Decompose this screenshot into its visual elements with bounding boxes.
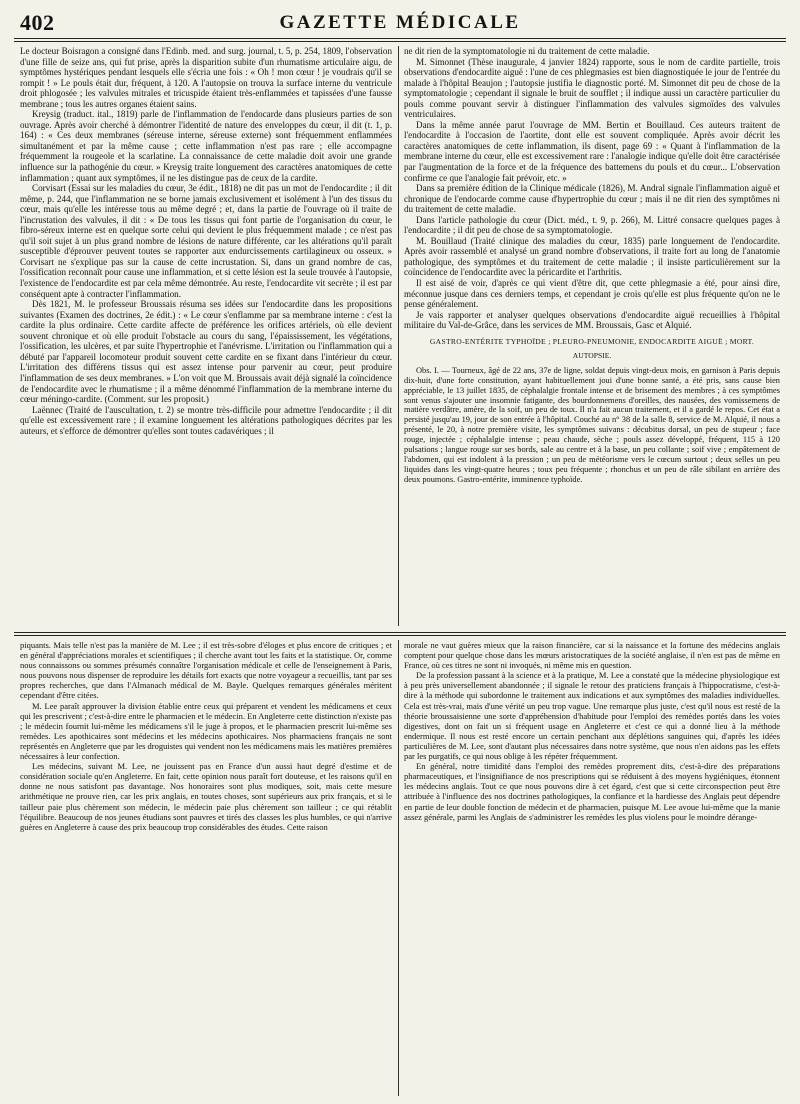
column-divider-bottom bbox=[398, 640, 399, 1096]
right-column-top bbox=[404, 46, 780, 626]
paragraph: M. Simonnet (Thèse inaugurale, 4 janvier 1824) rapporte, sous le nom de cardite partielle, trois observations d'endocardite aiguë : l'une de ces phlegmasies est bien diagnostiquée le jour de l'entrée du malade à l'hôpital Beaujon ; l'autopsie justifia le diagnostic porté. M. Simonnet dit peu de chose de la symptomatologie ; cependant il signale le bruit de soufflet ; il indique aussi un caractère particulier du pouls comme pouvant servir à distinguer l'inflammation des valvules sigmoïdes des valvules ventriculaires. bbox=[404, 56, 780, 120]
paragraph: Il est aisé de voir, d'après ce qui vient d'être dit, que cette phlegmasie a été, pour ainsi dire, méconnue jusque dans ces derniers temps, et cependant je crois qu'elle est plus fréquente qu'on ne le pense généralement. bbox=[404, 278, 780, 310]
journal-title: GAZETTE MÉDICALE bbox=[279, 12, 521, 33]
section-rule bbox=[14, 632, 786, 633]
observation-subheading: AUTOPSIE. bbox=[572, 351, 612, 361]
left-column-bottom bbox=[20, 640, 392, 1096]
right-column-bottom bbox=[404, 640, 780, 1096]
column-divider-top bbox=[398, 46, 399, 626]
paragraph: M. Bouillaud (Traité clinique des maladies du cœur, 1835) parle longuement de l'endocardite. Après avoir rassemblé et analysé un grand nombre d'observations, il traite fort au long de l'anatomie pathologique, des symptômes et du traitement de cette maladie ; il insiste particulièrement sur la coïncidence de l'endocardite avec la péricardite et l'arthritis. bbox=[404, 235, 780, 278]
paragraph: De la profession passant à la science et à la pratique, M. Lee a constaté que la médecine physiologique est à peu près universellement abandonnée ; il signale le retour des praticiens français à l'hippocratisme, c'est-à-dire à la méthode qui subordonne le traitement aux indications et aux symptômes des maladies individuelles. Cela est très-vrai, mais d'une vérité un peu trop vague. Une remarque plus juste, c'est qu'il nous est resté de la théorie broussaisienne une sorte d'appréhension d'habitude pour l'emploi des remèdes portés dans les voies digestives, dont on fait un si fréquent usage en Angleterre et c'est ce qui a donné lieu à la méthode endermique. Il nous est resté encore un certain penchant aux déplétions sanguines qui, d'après les idées particulières de M. Lee, sont d'autant plus nécessaires dans notre système, que nous n'en aidons pas les effets par les purgatifs, ce qui nous oblige à les répéter fréquemment. bbox=[404, 670, 780, 762]
paragraph: Dans sa première édition de la Clinique médicale (1826), M. Andral signale l'inflammation aiguë et chronique de l'endocarde comme cause d'hypertrophie du cœur ; mais il ne dit rien des symptômes ni du traitement de cette maladie. bbox=[404, 183, 780, 215]
paragraph: piquants. Mais telle n'est pas la manière de M. Lee ; il est très-sobre d'éloges et plus encore de critiques ; et en général d'appréciations morales et scientifiques ; il cherche avant tout les faits et la statistique. Or, comme nous connaissons ou sommes présumés connaître l'organisation médicale et celle de l'enseignement à Paris, nous pouvons nous dispenser de reproduire les détails fort exacts que notre voyageur a recueillis, tant par ses propres recherches, que dans l'Almanach médical de M. Bayle. Quelques remarques générales méritent cependant d'être citées. bbox=[20, 640, 392, 701]
paragraph: M. Lee paraît approuver la division établie entre ceux qui préparent et vendent les médicamens et ceux qui les prescrivent ; c'est-à-dire entre le pharmacien et le médecin. En Angleterre cette distinction n'existe pas ; le médecin fournit lui-même les médicamens s'il le juge à propos, et le pharmacien prescrit lui-même ses remèdes. Les apothicaires sont médecins et les médecins apothicaires. Nos pharmaciens français ne sont représentés en Angleterre que par les droguistes qui vendent non les médicamens mais les matières premières nécessaires à leur confection. bbox=[20, 700, 392, 762]
header-rule-double bbox=[14, 41, 786, 42]
paragraph: Corvisart (Essai sur les maladies du cœur, 3e édit., 1818) ne dit pas un mot de l'endocardite ; il dit même, p. 244, que l'inflammation ne se borne jamais exclusivement et isolément à l'un des tissus du cœur, mais qu'elle les intéresse tous au même degré ; et, dans la partie de l'ouvrage où il traite de l'incrustation des valvules, il dit : « De tous les tissus qui font partie de l'organisation du cœur, le fibro-séreux interne est en quelque sorte celui qui devient le plus fréquemment malade ; ce n'est pas qu'il soit sujet à un plus grand nombre de lésions de nature différente, car les altérations qu'il paraît susceptible d'éprouver peuvent toutes se rapporter aux endurcissements cartilagineux ou osseux. » Corvisart ne s'explique pas sur la cause de cette incrustation. Si, dans un grand nombre de cas, l'ossification reconnaît pour cause une inflammation, et si cette lésion est la seule trouvée à l'autopsie, l'existence de l'endocardite est par cela même démontrée. Au reste, l'endocardite vit secrète ; il est par conséquent apte à contracter l'inflammation. bbox=[20, 183, 392, 299]
paragraph: En général, notre timidité dans l'emploi des remèdes proprement dits, c'est-à-dire des préparations pharmaceutiques, et l'insignifiance de nos prescriptions qui se réduisent à des moyens hygiéniques, étonnent les médecins anglais. Tout ce que nous pouvons dire à cet égard, c'est que si cette circonspection peut être attribuée à l'influence des nos doctrines pathologiques, la confiance et la hardiesse des Anglais peut dépendre en partie de leur double fonction de médecin et de pharmacien, puisque M. Lee avoue lui-même que la manie assez générale, parmi les Anglais de s'administrer les remèdes les plus violens pour le moindre dérange- bbox=[404, 761, 780, 822]
paragraph: morale ne vaut guères mieux que la raison financière, car si la naissance et la fortune des médecins anglais comptent pour quelque chose dans les mœurs aristocratiques de la société anglaise, il n'en est pas de même en France, où ces titres ne sont ni invoqués, ni même mis en question. bbox=[404, 640, 780, 671]
observation-text: Obs. I. — Tourneux, âgé de 22 ans, 37e de ligne, soldat depuis vingt-deux mois, en garnison à Paris depuis dix-huit, d'une forte constitution, ayant habituellement joui d'une bonne santé, a été pris, sans cause bien appréciable, le 13 juillet 1835, de céphalalgie frontale intense et de brisement des membres ; à ces symptômes sont venus s'ajouter une insomnie fatigante, des bourdonnemens d'oreilles, des nausées, des vomissemens de matière verdâtre, amère, de la soif, un peu de toux. Il n'a fait aucun traitement, et il a gardé le repos. Cet état a persisté jusqu'au 19, jour de son entrée à l'hôpital. Couché au n° 38 de la salle 8, service de M. Alquié, il nous a présenté, le 20, à notre première visite, les symptômes suivans : décubitus dorsal, un peu de stupeur ; face rouge, injectée ; céphalalgie intense ; peau chaude, sèche ; pouls assez développé, fréquent, 115 à 120 pulsations ; langue rouge sur ses bords, sale au centre et à la base, un peu collante ; soif vive ; empâtement de l'abdomen, qui est indolent à la pression ; un peu de météorisme vers le cœcum surtout ; deux selles un peu liquides dans les vingt-quatre heures ; toux peu fréquente ; rhonchus et un peu de râle sibilant en arrière des deux poumons. Gastro-entérite, imminence typhoïde. bbox=[404, 365, 780, 484]
header-rule bbox=[14, 38, 786, 39]
page-number: 402 bbox=[20, 10, 55, 35]
left-column-top bbox=[20, 46, 392, 626]
paragraph: Dans la même année parut l'ouvrage de MM. Bertin et Bouillaud. Ces auteurs traitent de l'endocardite à l'occasion de l'aortite, dont elle est souvent compliquée. Après avoir décrit les caractères anatomiques de cette inflammation, ils disent, page 69 : « Quant à l'inflammation de la membrane interne du cœur, elle est excessivement rare : l'analogie indique qu'elle doit être caractérisée par l'augmentation de la force et de la fréquence des battemens du pouls et du cœur... L'observation confirme ce que l'analogie fait prévoir, etc. » bbox=[404, 119, 780, 183]
observation-block bbox=[404, 366, 780, 485]
paragraph: Le docteur Boisragon a consigné dans l'Edinb. med. and surg. journal, t. 5, p. 254, 1809, l'observation d'une fille de seize ans, qui fut prise, après la disparition subite d'un rhumatisme articulaire aigu, de symptômes hystériques pendant lesquels elle s'écria une fois : « Oh ! mon cœur ! je voudrais qu'il se rompit ! » Le pouls était dur, fréquent, à 120. A l'autopsie on trouva la surface interne du ventricule droit phlogosée ; les valvules mitrales et tricuspide étaient très-enflammées et tapissées d'une fausse membrane ; tous les autres organes étaient sains. bbox=[20, 46, 392, 109]
paragraph: Dès 1821, M. le professeur Broussais résuma ses idées sur l'endocardite dans les propositions suivantes (Examen des doctrines, 2e édit.) : « Le cœur s'enflamme par sa membrane interne : c'est la cardite la plus ordinaire. Cette cardite affecte de préférence les orifices artériels, où elle devient souvent chronique et où elle produit l'obstacle au cours du sang, l'épaississement, les végétations, l'ossification, les ulcères, et par suite l'hypertrophie et l'anévrisme. L'irritation ou l'inflammation qui a débuté par l'appareil locomoteur produit souvent cette cardite en se fixant dans l'intérieur du cœur. L'irritation des différens tissus qui est assez intense pour parvenir au cœur, peut produire l'inflammation de ses deux membranes. » L'on voit que M. Broussais avait déjà signalé la coïncidence de l'endocardite avec le rhumatisme ; il a même dénommé l'inflammation de la membrane interne du cœur méningo-cardite. (Comment. sur les proposit.) bbox=[20, 299, 392, 405]
paragraph: Laënnec (Traité de l'auscultation, t. 2) se montre très-difficile pour admettre l'endocardite ; il dit qu'elle est excessivement rare ; il examine longuement les altérations pathologiques décrites par les auteurs, et s'efforce de démontrer qu'elles sont toutes cadavériques ; il bbox=[20, 404, 392, 436]
section-rule-double bbox=[14, 635, 786, 636]
page-header bbox=[14, 8, 786, 38]
paragraph: Je vais rapporter et analyser quelques observations d'endocardite aiguë recueillies à l'hôpital militaire du Val-de-Grâce, dans les services de MM. Broussais, Gasc et Alquié. bbox=[404, 309, 780, 331]
paragraph: Les médecins, suivant M. Lee, ne jouissent pas en France d'un aussi haut degré d'estime et de considération sociale qu'en Angleterre. En fait, cette opinion nous paraît fort douteuse, et les raisons qu'il en donne ne nous satisfont pas davantage. Nos honoraires sont plus modiques, soit, mais cette mesure arithmétique ne prouve rien, car les prix anglais, en toutes choses, sont supérieurs aux prix français, et si le tailleur paie plus chèrement son médecin, le médecin paie plus chèrement son tailleur ; ce qui rétablit l'équilibre. Beaucoup de nos jeunes étudians sont pauvres et tirés des classes les plus humbles, ce qui n'arrive guères en Angleterre à cause des prix beaucoup trop considérables des études. Cette raison bbox=[20, 761, 392, 832]
paragraph: ne dit rien de la symptomatologie ni du traitement de cette maladie. bbox=[404, 46, 650, 56]
observation-heading: GASTRO-ENTÉRITE TYPHOÏDE ; PLEURO-PNEUMONIE, ENDOCARDITE AIGUË ; MORT. bbox=[429, 336, 755, 346]
paragraph: Dans l'article pathologie du cœur (Dict. méd., t. 9, p. 266), M. Littré consacre quelques pages à l'endocardite ; il dit peu de chose de sa symptomatologie. bbox=[404, 214, 780, 236]
paragraph: Kreysig (traduct. ital., 1819) parle de l'inflammation de l'endocarde dans plusieurs parties de son ouvrage. Après avoir cherché à démontrer l'identité de nature des enveloppes du cœur, il dit (t. 1, p. 164) : « Ces deux membranes (séreuse interne, séreuse externe) sont fréquemment enflammées simultanément et par la même cause ; cette inflammation n'est pas rare ; elle accompagne fréquemment la rougeole et la scarlatine. La connaissance de cette maladie doit avoir une grande influence sur la pathogénie du cœur. » Kreysig traite longuement des caractères anatomiques de cette inflammation ; quant aux symptômes, il ne les distingue pas de ceux de la cardite. bbox=[20, 109, 392, 183]
